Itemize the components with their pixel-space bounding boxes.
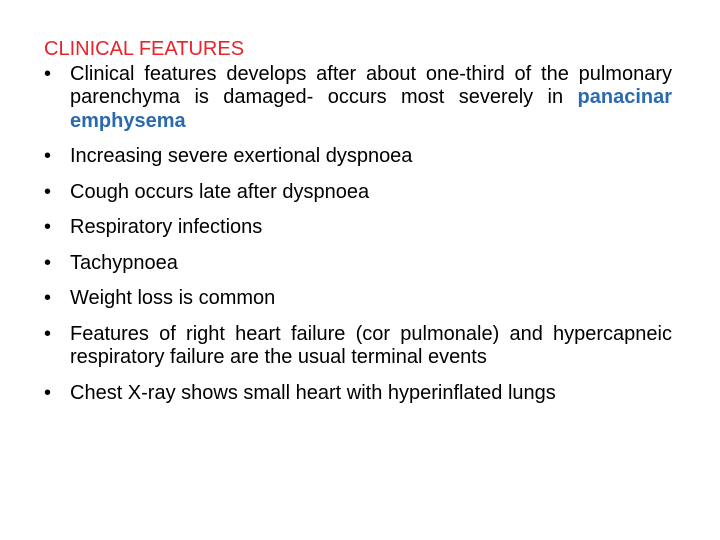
bullet-marker: • (44, 180, 52, 203)
bullet-text: Features of right heart failure (cor pulmonale) and hypercapneic respiratory failure are the usual terminal events (70, 322, 672, 368)
bullet-text: Increasing severe exertional dyspnoea (70, 145, 413, 167)
bullet-item (44, 63, 672, 134)
bullet-item (44, 382, 672, 406)
bullet-item (44, 323, 672, 370)
bullet-marker: • (44, 287, 52, 309)
bullet-marker: • (44, 322, 52, 345)
bullet-list (44, 63, 672, 406)
bullet-item (44, 287, 672, 311)
bullet-text: Weight loss is common (70, 287, 276, 309)
bullet-item (44, 145, 672, 169)
bullet-text: Respiratory infections (70, 216, 263, 238)
bullet-marker: • (44, 381, 52, 404)
bullet-item (44, 252, 672, 276)
bullet-item (44, 216, 672, 240)
bullet-text: Clinical features develops after about one-third of the pulmonary parenchyma is damaged- occurs most severely in (70, 62, 672, 108)
bullet-text: Chest X-ray shows small heart with hyperinflated lungs (70, 381, 556, 404)
slide-content (44, 38, 672, 417)
highlight-term: panacinar emphysema (70, 86, 672, 132)
bullet-marker: • (44, 62, 52, 85)
bullet-text: Tachypnoea (70, 251, 178, 274)
slide-heading: CLINICAL FEATURES (44, 38, 245, 60)
bullet-marker: • (44, 145, 52, 167)
bullet-marker: • (44, 216, 52, 238)
bullet-text: Cough occurs late after dyspnoea (70, 180, 370, 203)
bullet-marker: • (44, 251, 52, 274)
bullet-item (44, 181, 672, 205)
